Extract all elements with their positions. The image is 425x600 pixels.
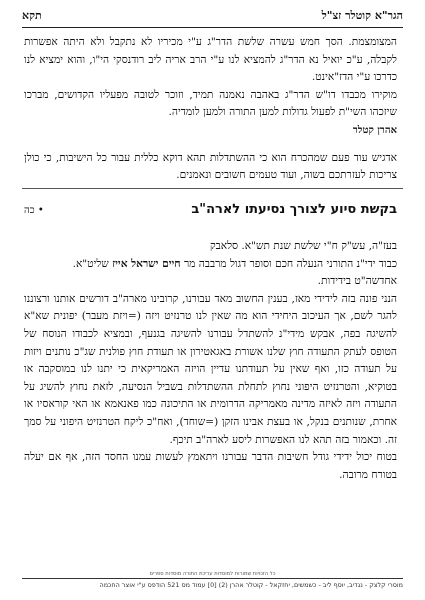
footer-rule bbox=[22, 578, 403, 579]
letter-number: • כה bbox=[24, 205, 44, 216]
date-line: בעז"ה, עש"ק ח"י שלשת שנת תש"א. סלאבק bbox=[209, 240, 397, 252]
recipient-name: חיים ישראל אייז bbox=[112, 257, 181, 270]
header-rule bbox=[22, 27, 403, 28]
letter-body bbox=[24, 238, 397, 484]
recipient-line bbox=[24, 256, 397, 274]
running-header bbox=[22, 9, 403, 25]
footer-source: מוסרי קלצק - נגדיב, יוסף ליב - כשמשים, יחזקאל - קוטלר אהרן (2) [0] עמוד מס 521 הודפס ע"י אוצר החכמה bbox=[99, 581, 403, 589]
recipient-prefix: כבוד ידי"נ התורני הנעלה חכם וסופר דגול מרבבה מר bbox=[183, 257, 397, 270]
recipient-suffix: שליט"א. bbox=[72, 257, 109, 270]
header-title: הגר"א קוטלר זצ"ל bbox=[321, 9, 403, 22]
letter-title: בקשת סיוע לצורך נסיעתו לארה"ב bbox=[191, 202, 397, 217]
paragraph: המצומצמת. הסך חמש עשרה שלשת הדר"ג ע"י מכיריו לא נתקבל ולא היתה אפשרות לקבלה, ע"כ יואיל נא הדר"ג להמציא לנו ע"י הרב אריה ליב רודנסקי הי"ו, והוא ימציא לנו כדרכו ע"י הדז"אינט. bbox=[24, 36, 397, 84]
greeting: אחדשה"ט בידידות. bbox=[317, 275, 397, 288]
signature: אהרן קטלר bbox=[352, 124, 397, 136]
footer-copyright: כל הזכויות שמורות למוסדות עריכת התורה מוסדות ספרים bbox=[149, 571, 276, 577]
paragraph: מוקירו מכבדו דו"ש הדר"ג באהבה נאמנה תמיד, וזוכר לטובה מפעליו הקדושים, מברכו שיזכהו השי"ת לפעול גדולות למען התורה ולמען לומדיה. bbox=[24, 88, 397, 119]
paragraph: הנני פונה בזה לידידי מאז, בענין החשוב מאד עבורנו, קרובינו מארה"ב דורשים אותנו ורצוננו להגר לשם, אך העיכוב היחידי הוא מה שאין לנו טרנזיט ויזה (=ויזת מעבר) יפונית שא"א להשיגה בפה, אבקש מידי"נ להשתדל עבורנו להשיגה בגנעף, ובמציא לכבודו הנוסח של הטופס לעתק התעודה חוץ שלנו אשורת באגאטירון או תעודת חוץ פולנית שג"כ נותנים ויזות על תעודה כזו, ואף שאין על תעודתנו עדיין הויזה האמריקאית כי יתנו לנו במוסקבה או בטוקיא, והטרנזיט היפוני נחוץ לתחלת ההשתדלות בשביל הנסיעה, לזאת נחוץ להשיג על התעודה ויזה לאיזה מדינה מאמריקה הדרומית או התיכונה כמו פאנאמא או האי קוראסיו או אחרת, שנותנים בנקל, או בעצת אבינו הזקן (=שוחד), ואח"כ ליקח הטרנזיט היפוני על סמך זה. וכאמור בזה תהא לנו האפשרות ליסע לארה"ב תיכף. bbox=[24, 292, 397, 446]
section-divider bbox=[22, 188, 403, 189]
page-number: תקא bbox=[22, 9, 42, 22]
paragraph: בטוח יכול ידידי גודל חשיבות הדבר עבורנו ויתאמץ לעשות עמנו החסד הזה, אף אם יעלה בטורח מרובה. bbox=[24, 451, 397, 481]
previous-letter-ending bbox=[24, 34, 397, 185]
closing-paragraph: אדגיש עוד פעם שמהכרח הוא כי ההשתדלות תהא דוקא כללית עבור כל הישיבות, כי כולן צריכות לעזרתכם בשוה, ועוד טעמים חשובים ונאמנים. bbox=[24, 151, 397, 182]
